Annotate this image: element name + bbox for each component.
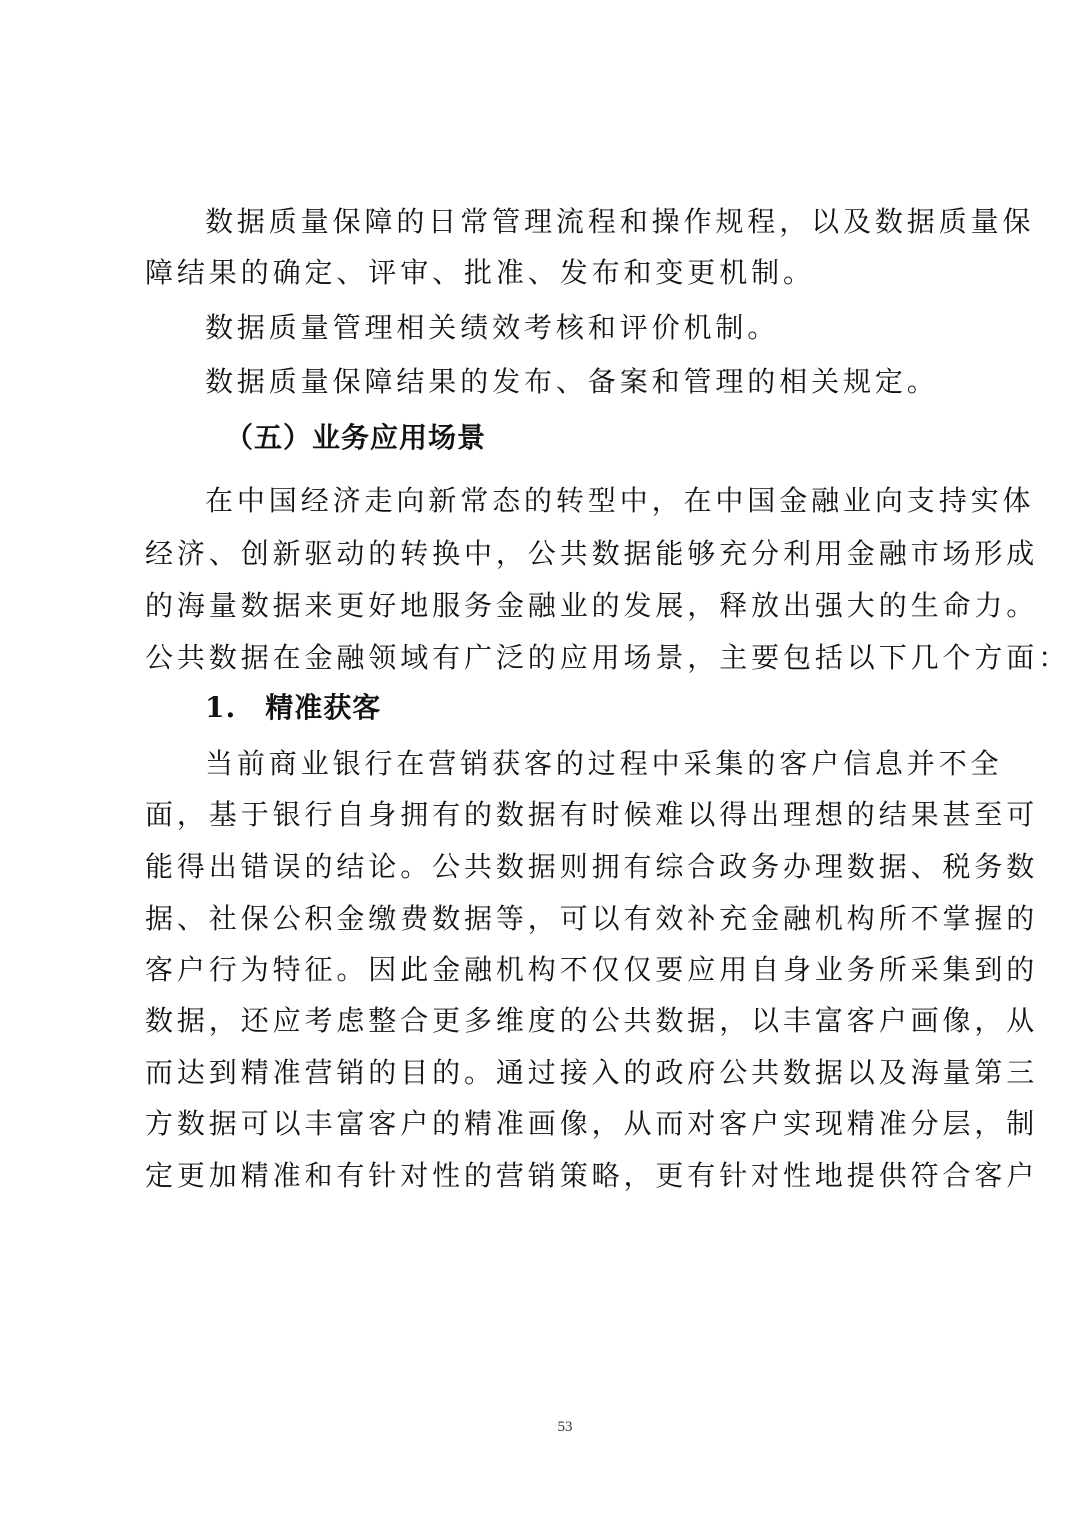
subsection-heading: 1. 精准获客	[205, 691, 382, 724]
paragraph-line: 数据质量保障的日常管理流程和操作规程，以及数据质量保	[205, 205, 1035, 238]
paragraph-line: 在中国经济走向新常态的转型中，在中国金融业向支持实体	[205, 484, 1035, 517]
paragraph-line: 定更加精准和有针对性的营销策略，更有针对性地提供符合客户	[145, 1159, 1039, 1192]
paragraph-line: 据、社保公积金缴费数据等，可以有效补充金融机构所不掌握的	[145, 902, 1039, 935]
page-number: 53	[557, 1419, 573, 1435]
paragraph-line: 当前商业银行在营销获客的过程中采集的客户信息并不全	[205, 747, 1003, 780]
paragraph-line: 数据质量保障结果的发布、备案和管理的相关规定。	[205, 365, 939, 398]
paragraph-line: 而达到精准营销的目的。通过接入的政府公共数据以及海量第三	[145, 1056, 1039, 1089]
paragraph-line: 公共数据在金融领域有广泛的应用场景，主要包括以下几个方面：	[145, 641, 1071, 674]
paragraph-line: 经济、创新驱动的转换中，公共数据能够充分利用金融市场形成	[145, 537, 1039, 570]
paragraph-line: 障结果的确定、评审、批准、发布和变更机制。	[145, 256, 815, 289]
paragraph-line: 方数据可以丰富客户的精准画像，从而对客户实现精准分层，制	[145, 1107, 1039, 1140]
paragraph-line: 数据，还应考虑整合更多维度的公共数据，以丰富客户画像，从	[145, 1004, 1039, 1037]
paragraph-line: 的海量数据来更好地服务金融业的发展，释放出强大的生命力。	[145, 589, 1039, 622]
paragraph-line: 能得出错误的结论。公共数据则拥有综合政务办理数据、税务数	[145, 850, 1039, 883]
section-heading: （五）业务应用场景	[225, 421, 487, 454]
paragraph-line: 面，基于银行自身拥有的数据有时候难以得出理想的结果甚至可	[145, 798, 1039, 831]
paragraph-line: 数据质量管理相关绩效考核和评价机制。	[205, 311, 780, 344]
paragraph-line: 客户行为特征。因此金融机构不仅仅要应用自身业务所采集到的	[145, 953, 1039, 986]
